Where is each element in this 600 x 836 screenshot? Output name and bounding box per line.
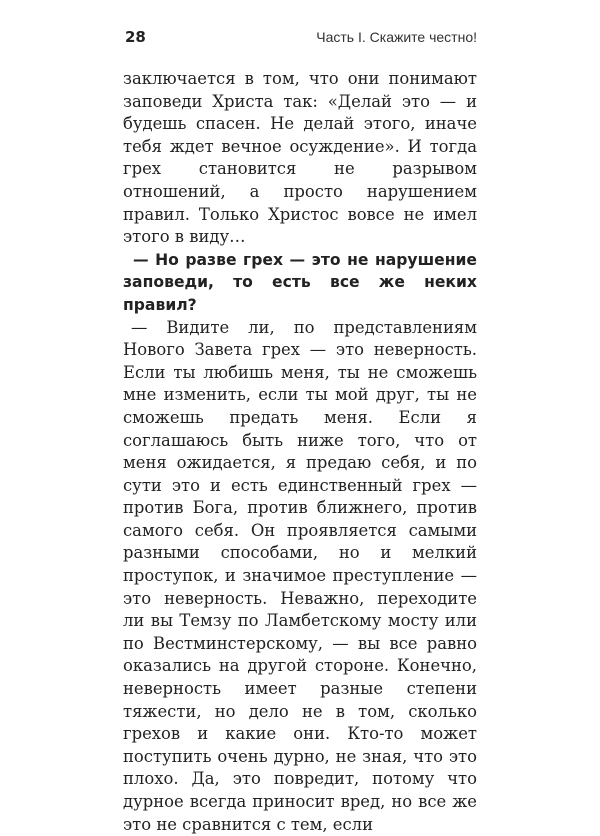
body-text — [123, 68, 477, 836]
interview-answer: — Видите ли, по представлениям Нового Завета грех — это неверность. Если ты любишь меня, ты не сможешь мне изменить, если ты мой друг, ты не сможешь предать меня. Если я соглашаюсь быть ниже того, что от меня ожидается, я предаю себя, и по сути это и есть единственный грех — против Бога, против ближнего, против самого себя. Он проявляется самыми разными способами, но и мелкий проступок, и значимое преступление — это неверность. Неважно, переходите ли вы Темзу по Ламбетскому мосту или по Вестминстерскому, — вы все равно оказались на другой стороне. Конечно, неверность имеет разные степени тяжести, но дело не в том, сколько грехов и какие они. Кто-то может поступить очень дурно, не зная, что это плохо. Да, это повредит, потому что дурное всегда приносит вред, но все же это не сравнится с тем, если — [123, 317, 477, 834]
running-title: Часть I. Скажите честно! — [316, 29, 477, 45]
interview-question: — Но разве грех — это не нарушение заповеди, то есть все же неких правил? — [123, 250, 477, 314]
page-number: 28 — [125, 28, 146, 46]
paragraph-continuation: заключается в том, что они понимают заповеди Христа так: «Делай это — и будешь спасен. Не делай этого, иначе тебя ждет вечное осуждение». И тогда грех становится не разрывом отношений, а просто нарушением правил. Только Христос вовсе не имел этого в виду… — [123, 69, 477, 247]
